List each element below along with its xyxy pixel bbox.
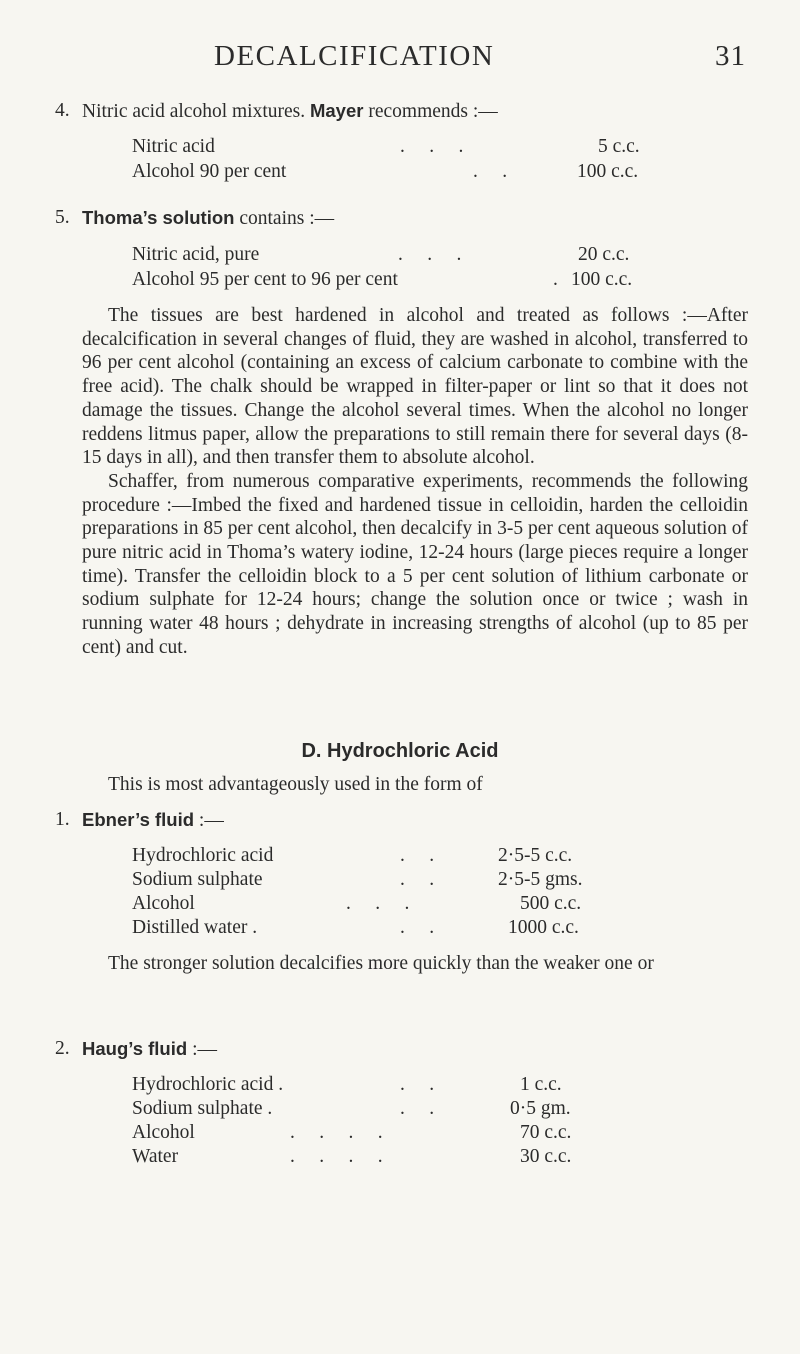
section-heading-d: D. Hydrochloric Acid bbox=[301, 740, 499, 762]
leader-dots: . . bbox=[473, 161, 508, 182]
recipe-row bbox=[0, 243, 800, 267]
recipe-ingredient: Alcohol 95 per cent to 96 per cent bbox=[132, 269, 398, 290]
section-tail: recommends :— bbox=[368, 101, 498, 122]
recipe-quantity: 70 c.c. bbox=[520, 1122, 572, 1143]
leader-dots: . . bbox=[400, 1074, 435, 1095]
recipe-ingredient: Alcohol bbox=[132, 893, 195, 914]
paragraph: The tissues are best hardened in alcohol and treated as follows :—After decalcification in several changes of fluid, they are washed in alcohol, transferred to 96 per cent alcohol (containing an excess of calcium carbonate to combine with the free acid). The chalk should be wrapped in filter-paper or lint so that it does not damage the tissues. Change the alcohol several times. When the alcohol no longer reddens litmus paper, allow the preparations to still remain there for several days (8-15 days in all), and then transfer them to absolute alcohol. bbox=[82, 305, 748, 469]
recipe-row bbox=[0, 1073, 800, 1097]
section-intro: This is most advantageously used in the form of bbox=[108, 774, 483, 795]
leader-dots: . . . bbox=[346, 893, 410, 914]
body-text bbox=[82, 952, 748, 976]
section-number: 1. bbox=[55, 809, 70, 830]
recipe-ingredient: Alcohol bbox=[132, 1122, 195, 1143]
section-title: Haug’s fluid bbox=[82, 1038, 188, 1059]
section-heading bbox=[82, 99, 498, 123]
leader-dots: . . bbox=[400, 917, 435, 938]
section-tail: :— bbox=[198, 810, 224, 831]
recipe-quantity: 1 c.c. bbox=[520, 1074, 562, 1095]
leader-dots: . . bbox=[400, 869, 435, 890]
body-text bbox=[82, 304, 748, 660]
recipe-quantity: 30 c.c. bbox=[520, 1146, 572, 1167]
recipe-quantity: 2·5-5 gms. bbox=[498, 869, 583, 890]
recipe-quantity: 5 c.c. bbox=[598, 136, 640, 157]
section-number: 4. bbox=[55, 100, 70, 121]
section-tail: contains :— bbox=[239, 208, 335, 229]
author-name: Mayer bbox=[309, 100, 364, 121]
paragraph: Schaffer, from numerous comparative experiments, recommends the following procedure :—Imbed the fixed and hardened tissue in celloidin, harden the celloidin preparations in 85 per cent alcohol, then decalcify in 3-5 per cent aqueous solution of pure nitric acid in Thoma’s watery iodine, 12-24 hours (large pieces require a longer time). Transfer the celloidin block to a 5 per cent solution of lithium carbonate or sodium sulphate for 12-24 hours; change the solution once or twice ; wash in running water 48 hours ; dehydrate in increasing strengths of alcohol (up to 85 per cent) and cut. bbox=[82, 470, 748, 658]
recipe-ingredient: Distilled water . bbox=[132, 917, 258, 938]
leader-dots: . . . . bbox=[290, 1122, 383, 1143]
recipe-row bbox=[0, 916, 800, 940]
recipe-ingredient: Hydrochloric acid bbox=[132, 845, 274, 866]
page-number: 31 bbox=[715, 40, 746, 72]
section-heading bbox=[82, 808, 224, 832]
recipe-ingredient: Nitric acid bbox=[132, 136, 215, 157]
recipe-ingredient: Sodium sulphate bbox=[132, 869, 263, 890]
running-head bbox=[0, 40, 800, 84]
recipe-quantity: 500 c.c. bbox=[520, 893, 582, 914]
recipe-row bbox=[0, 892, 800, 916]
leader-dots: . . . . bbox=[290, 1146, 383, 1167]
recipe-quantity: 100 c.c. bbox=[577, 161, 639, 182]
running-title: DECALCIFICATION bbox=[214, 40, 495, 72]
recipe-row bbox=[0, 160, 800, 184]
recipe-ingredient: Nitric acid, pure bbox=[132, 244, 260, 265]
recipe-quantity: 100 c.c. bbox=[571, 269, 633, 290]
recipe-row bbox=[0, 135, 800, 159]
paragraph: The stronger solution decalcifies more quickly than the weaker one or bbox=[108, 953, 654, 974]
leader-dots: . . bbox=[400, 845, 435, 866]
recipe-quantity: 20 c.c. bbox=[578, 244, 630, 265]
recipe-ingredient: Water bbox=[132, 1146, 179, 1167]
recipe-row bbox=[0, 268, 800, 292]
section-heading bbox=[82, 1037, 217, 1061]
leader-dots: . . . bbox=[398, 244, 462, 265]
section-number: 5. bbox=[55, 207, 70, 228]
section-tail: :— bbox=[192, 1039, 217, 1060]
recipe-row bbox=[0, 1097, 800, 1121]
section-intro: Nitric acid alcohol mixtures. bbox=[82, 101, 306, 122]
recipe-ingredient: Alcohol 90 per cent bbox=[132, 161, 287, 182]
recipe-row bbox=[0, 1145, 800, 1169]
leader-dots: . . bbox=[400, 1098, 435, 1119]
recipe-row bbox=[0, 844, 800, 868]
section-title: Thoma’s solution bbox=[82, 207, 235, 228]
section-title: Ebner’s fluid bbox=[82, 809, 195, 830]
recipe-row bbox=[0, 868, 800, 892]
recipe-ingredient: Sodium sulphate . bbox=[132, 1098, 273, 1119]
leader-dots: . . . bbox=[400, 136, 464, 157]
section-heading bbox=[82, 206, 334, 230]
recipe-quantity: 2·5-5 c.c. bbox=[498, 845, 573, 866]
recipe-row bbox=[0, 1121, 800, 1145]
recipe-quantity: 0·5 gm. bbox=[510, 1098, 571, 1119]
leader-dots: . bbox=[553, 269, 558, 290]
recipe-quantity: 1000 c.c. bbox=[508, 917, 579, 938]
recipe-ingredient: Hydrochloric acid . bbox=[132, 1074, 284, 1095]
section-number: 2. bbox=[55, 1038, 70, 1059]
